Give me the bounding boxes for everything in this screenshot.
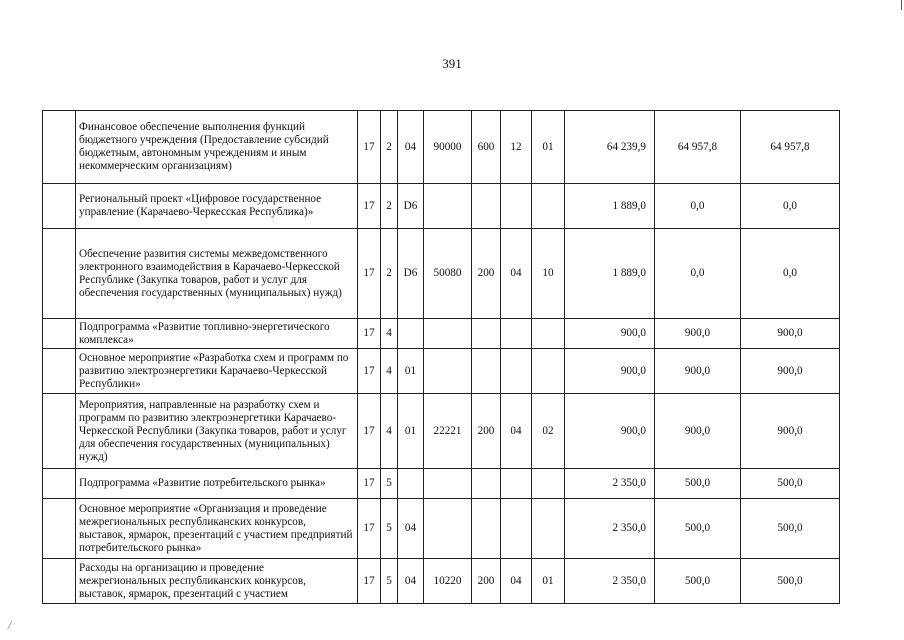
item-code-cell <box>532 469 565 499</box>
amount-3-cell: 64 957,8 <box>741 111 840 184</box>
expense-type-code-cell: 600 <box>472 111 501 184</box>
amount-1-cell: 1 889,0 <box>565 229 655 319</box>
row-description: Подпрограмма «Развитие потребительского рынка» <box>76 469 358 499</box>
row-left-blank-cell <box>43 319 76 349</box>
section-code-cell: 4 <box>381 394 398 469</box>
table-row <box>43 469 840 499</box>
subsection-code-cell: 04 <box>501 559 532 604</box>
program-code-cell: 04 <box>398 559 424 604</box>
subsection-code-cell <box>501 184 532 229</box>
subsection-code-cell: 04 <box>501 229 532 319</box>
table-row <box>43 229 840 319</box>
scan-edge-mark <box>901 0 902 10</box>
section-code-cell: 2 <box>381 111 398 184</box>
ministry-code-cell: 17 <box>358 394 381 469</box>
section-code-cell: 5 <box>381 469 398 499</box>
ministry-code-cell: 17 <box>358 499 381 559</box>
section-code-cell: 4 <box>381 349 398 394</box>
subsection-code-cell <box>501 469 532 499</box>
section-code-cell: 2 <box>381 184 398 229</box>
expense-type-code-cell <box>472 184 501 229</box>
target-code-cell: 10220 <box>424 559 472 604</box>
amount-1-cell: 900,0 <box>565 349 655 394</box>
table-row <box>43 499 840 559</box>
row-description: Финансовое обеспечение выполнения функций бюджетного учреждения (Предоставление субсидий бюджетным, автономным учреждениям и иным некоммерческим организациям) <box>76 111 358 184</box>
amount-1-cell: 900,0 <box>565 319 655 349</box>
item-code-cell: 01 <box>532 111 565 184</box>
row-left-blank-cell <box>43 111 76 184</box>
amount-1-cell: 1 889,0 <box>565 184 655 229</box>
ministry-code-cell: 17 <box>358 469 381 499</box>
budget-table <box>42 110 840 604</box>
program-code-cell <box>398 469 424 499</box>
ministry-code-cell: 17 <box>358 559 381 604</box>
ministry-code-cell: 17 <box>358 184 381 229</box>
expense-type-code-cell <box>472 319 501 349</box>
target-code-cell: 90000 <box>424 111 472 184</box>
row-left-blank-cell <box>43 184 76 229</box>
program-code-cell: 04 <box>398 111 424 184</box>
expense-type-code-cell: 200 <box>472 229 501 319</box>
amount-3-cell: 500,0 <box>741 559 840 604</box>
program-code-cell: D6 <box>398 229 424 319</box>
item-code-cell: 02 <box>532 394 565 469</box>
row-description: Основное мероприятие «Организация и проведение межрегиональных республиканских конкурсов, выставок, ярмарок, презентаций с участием предприятий потребительского рынка» <box>76 499 358 559</box>
target-code-cell <box>424 499 472 559</box>
row-description: Мероприятия, направленные на разработку схем и программ по развитию электроэнергетики Карачаево-Черкесской Республики (Закупка товаров, работ и услуг для обеспечения государственных (муниципальных) нужд) <box>76 394 358 469</box>
row-description: Расходы на организацию и проведение межрегиональных республиканских конкурсов, выставок, ярмарок, презентаций с участием <box>76 559 358 604</box>
target-code-cell <box>424 319 472 349</box>
target-code-cell: 50080 <box>424 229 472 319</box>
scan-stroke-mark: / <box>6 618 13 632</box>
amount-3-cell: 500,0 <box>741 469 840 499</box>
amount-1-cell: 900,0 <box>565 394 655 469</box>
amount-3-cell: 900,0 <box>741 349 840 394</box>
table-row <box>43 559 840 604</box>
expense-type-code-cell <box>472 349 501 394</box>
item-code-cell: 01 <box>532 559 565 604</box>
target-code-cell <box>424 469 472 499</box>
amount-2-cell: 500,0 <box>655 559 741 604</box>
row-description: Основное мероприятие «Разработка схем и программ по развитию электроэнергетики Карачаево-Черкесской Республики» <box>76 349 358 394</box>
amount-3-cell: 0,0 <box>741 229 840 319</box>
row-description: Подпрограмма «Развитие топливно-энергетического комплекса» <box>76 319 358 349</box>
amount-2-cell: 900,0 <box>655 394 741 469</box>
expense-type-code-cell <box>472 499 501 559</box>
subsection-code-cell: 04 <box>501 394 532 469</box>
program-code-cell: 04 <box>398 499 424 559</box>
item-code-cell <box>532 184 565 229</box>
table-body <box>43 111 840 604</box>
subsection-code-cell <box>501 499 532 559</box>
table-row <box>43 111 840 184</box>
ministry-code-cell: 17 <box>358 319 381 349</box>
subsection-code-cell <box>501 319 532 349</box>
section-code-cell: 5 <box>381 499 398 559</box>
target-code-cell <box>424 184 472 229</box>
table-row <box>43 319 840 349</box>
amount-2-cell: 500,0 <box>655 469 741 499</box>
ministry-code-cell: 17 <box>358 229 381 319</box>
row-left-blank-cell <box>43 394 76 469</box>
amount-3-cell: 900,0 <box>741 394 840 469</box>
table-row <box>43 349 840 394</box>
subsection-code-cell <box>501 349 532 394</box>
target-code-cell: 22221 <box>424 394 472 469</box>
item-code-cell <box>532 499 565 559</box>
expense-type-code-cell <box>472 469 501 499</box>
program-code-cell <box>398 319 424 349</box>
section-code-cell: 5 <box>381 559 398 604</box>
item-code-cell: 10 <box>532 229 565 319</box>
amount-1-cell: 2 350,0 <box>565 499 655 559</box>
expense-type-code-cell: 200 <box>472 559 501 604</box>
section-code-cell: 4 <box>381 319 398 349</box>
amount-1-cell: 2 350,0 <box>565 469 655 499</box>
table-row <box>43 394 840 469</box>
row-left-blank-cell <box>43 559 76 604</box>
row-description: Обеспечение развития системы межведомственного электронного взаимодействия в Карачаево-Черкесской Республике (Закупка товаров, работ и услуг для обеспечения государственных (муниципальных) нужд) <box>76 229 358 319</box>
row-left-blank-cell <box>43 499 76 559</box>
amount-2-cell: 64 957,8 <box>655 111 741 184</box>
amount-1-cell: 64 239,9 <box>565 111 655 184</box>
program-code-cell: D6 <box>398 184 424 229</box>
item-code-cell <box>532 319 565 349</box>
amount-1-cell: 2 350,0 <box>565 559 655 604</box>
item-code-cell <box>532 349 565 394</box>
page-number: 391 <box>442 56 462 71</box>
row-left-blank-cell <box>43 229 76 319</box>
amount-2-cell: 0,0 <box>655 229 741 319</box>
amount-3-cell: 900,0 <box>741 319 840 349</box>
program-code-cell: 01 <box>398 349 424 394</box>
ministry-code-cell: 17 <box>358 111 381 184</box>
program-code-cell: 01 <box>398 394 424 469</box>
table-row <box>43 184 840 229</box>
amount-2-cell: 0,0 <box>655 184 741 229</box>
row-left-blank-cell <box>43 349 76 394</box>
section-code-cell: 2 <box>381 229 398 319</box>
ministry-code-cell: 17 <box>358 349 381 394</box>
amount-2-cell: 900,0 <box>655 349 741 394</box>
subsection-code-cell: 12 <box>501 111 532 184</box>
amount-3-cell: 0,0 <box>741 184 840 229</box>
amount-2-cell: 500,0 <box>655 499 741 559</box>
amount-3-cell: 500,0 <box>741 499 840 559</box>
target-code-cell <box>424 349 472 394</box>
amount-2-cell: 900,0 <box>655 319 741 349</box>
expense-type-code-cell: 200 <box>472 394 501 469</box>
row-left-blank-cell <box>43 469 76 499</box>
row-description: Региональный проект «Цифровое государственное управление (Карачаево-Черкесская Республика)» <box>76 184 358 229</box>
